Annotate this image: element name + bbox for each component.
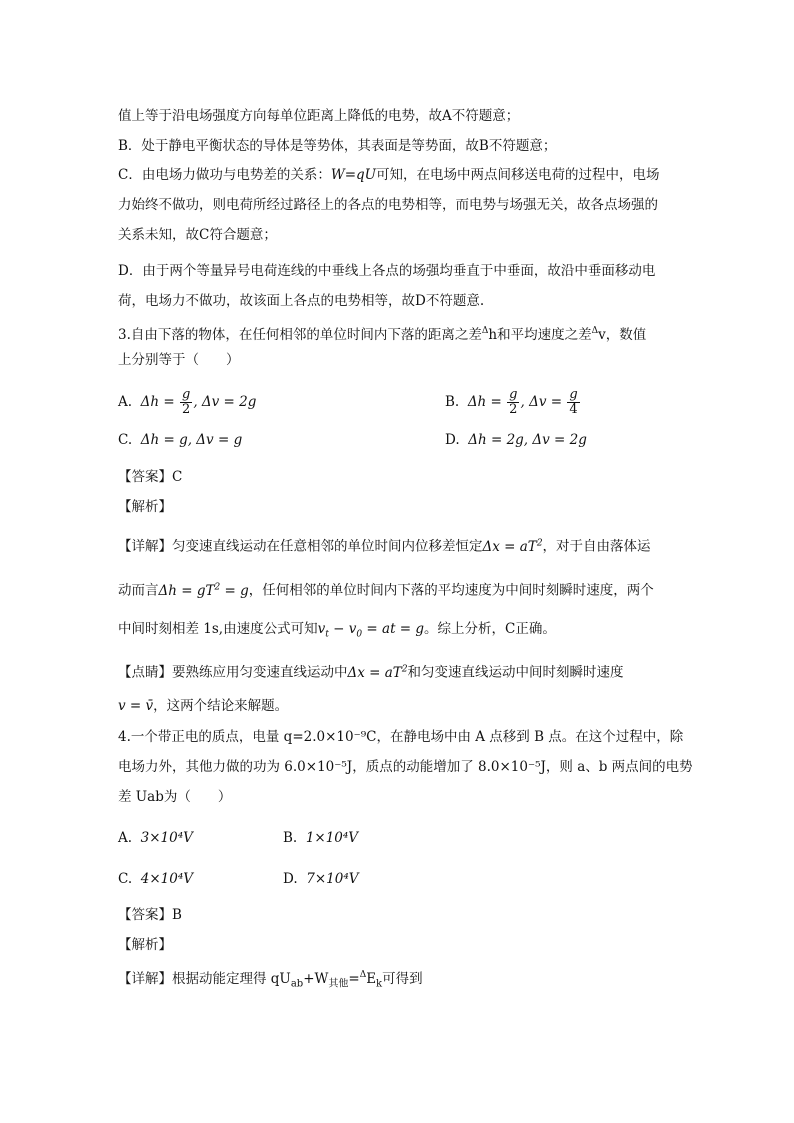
paragraph-line: B．处于静电平衡状态的导体是等势体，其表面是等势面，故B不符题意； <box>118 138 557 154</box>
question-4-stem: 差 Uab为（ ） <box>118 789 232 805</box>
q4-option-c: C. 4×10⁴V <box>118 871 193 887</box>
paragraph-line: 值上等于沿电场强度方向每单位距离上降低的电势，故A不符题意； <box>118 108 520 124</box>
q3-tip-line: v = v̄，这两个结论来解题。 <box>118 698 289 714</box>
q4-answer: 【答案】B <box>118 907 182 923</box>
q3-option-c: C. Δh = g, Δv = g <box>118 432 243 448</box>
q3-detail-line: 中间时刻相差 1s,由速度公式可知$v_t - v_0$ = at = g。综上分析，C正确。 <box>118 621 556 640</box>
paragraph-line: 力始终不做功，则电荷所经过路径上的各点的电势相等，而电势与场强无关，故各点场强的 <box>118 197 658 213</box>
q3-option-a: A. Δh = $\frac{g}{2}$ , Δv = 2g <box>118 387 257 417</box>
q4-option-b: B. 1×10⁴V <box>283 830 359 846</box>
q4-option-d: D. 7×10⁴V <box>283 871 359 887</box>
q3-detail-line: 动而言$\Delta h = gT^2 = g$，任何相邻的单位时间内下落的平均速度为中间时刻瞬时速度，两个 <box>118 582 654 599</box>
question-3-stem: 3.自由下落的物体，在任何相邻的单位时间内下落的距离之差$^\Delta$h和平均速度之差$^\Delta$v，数值 <box>118 326 647 343</box>
q3-answer: 【答案】C <box>118 469 183 485</box>
paragraph-line: 荷，电场力不做功，故该面上各点的电势相等，故D不符题意. <box>118 293 485 309</box>
paragraph-line: C．由电场力做功与电势差的关系：W=qU可知，在电场中两点间移送电荷的过程中，电场 <box>118 167 660 183</box>
q3-option-d: D. Δh = 2g, Δv = 2g <box>445 432 587 448</box>
question-3-stem-cont: 上分别等于（ ） <box>118 352 240 368</box>
q4-detail-line: 【详解】根据动能定理得 $qU_{ab}+W_{其他}=^\Delta E_k$可得到 <box>118 970 423 990</box>
q3-option-b: B. Δh = $\frac{g}{2}$ , Δv = $\frac{g}{4}$ <box>445 387 578 417</box>
q3-detail-line: 【详解】匀变速直线运动在任意相邻的单位时间内位移差恒定$\Delta x = aT^2$，对于自由落体运 <box>118 538 651 555</box>
question-4-stem: 4.一个带正电的质点，电量 q=2.0×10⁻⁹C，在静电场中由 A 点移到 B 点。在这个过程中，除 <box>118 729 684 745</box>
q4-analysis-heading: 【解析】 <box>118 937 172 953</box>
paragraph-line: 关系未知，故C符合题意； <box>118 227 277 243</box>
question-4-stem: 电场力外，其他力做的功为 6.0×10⁻⁵J，质点的动能增加了 8.0×10⁻⁵J，则 a、b 两点间的电势 <box>118 759 693 775</box>
q4-option-a: A. 3×10⁴V <box>118 830 193 846</box>
paragraph-line: D．由于两个等量异号电荷连线的中垂线上各点的场强均垂直于中垂面，故沿中垂面移动电 <box>118 263 656 279</box>
q3-analysis-heading: 【解析】 <box>118 499 172 515</box>
q3-tip-line: 【点睛】要熟练应用匀变速直线运动中$\Delta x = aT^2$和匀变速直线运动中间时刻瞬时速度 <box>118 664 624 681</box>
